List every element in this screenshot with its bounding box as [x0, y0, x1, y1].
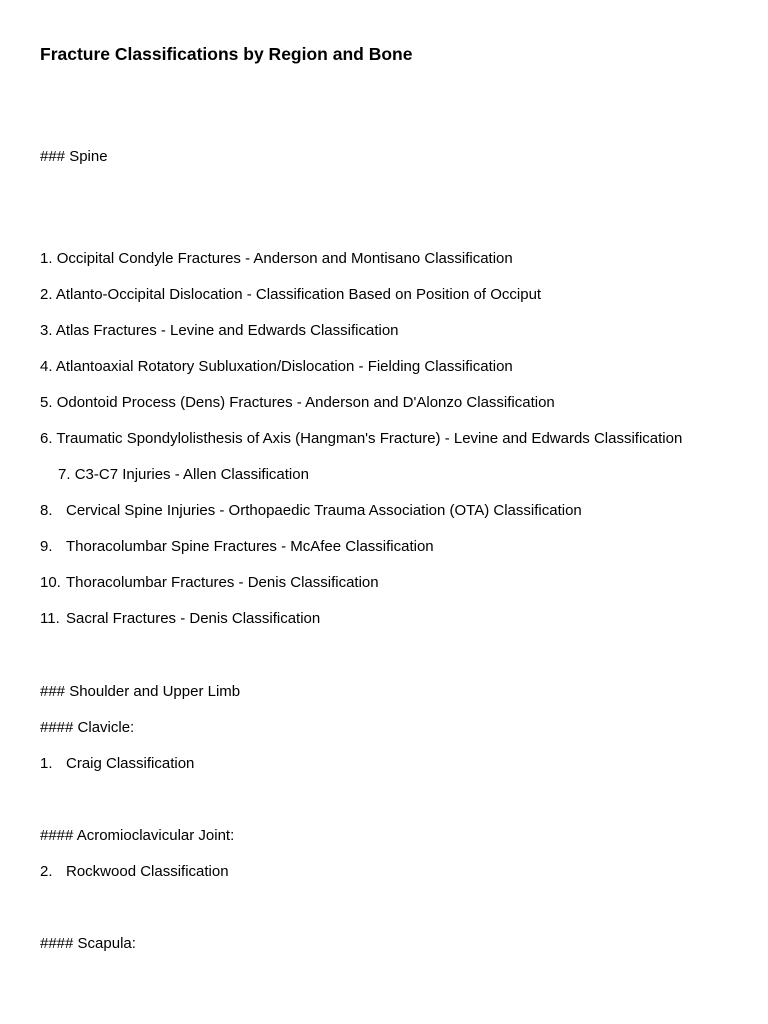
list-item-text: Atlanto-Occipital Dislocation - Classification Based on Position of Occiput — [55, 286, 542, 303]
list-item — [40, 322, 399, 340]
list-item — [40, 250, 513, 268]
document-title: Fracture Classifications by Region and Bone — [40, 44, 413, 64]
list-item — [40, 610, 320, 628]
list-item-number: 10. — [40, 574, 61, 591]
list-item-number: 8. — [40, 502, 53, 519]
list-item — [40, 286, 541, 304]
list-item-number: 1. — [40, 755, 53, 772]
list-item-text: Occipital Condyle Fractures - Anderson and Montisano Classification — [56, 250, 513, 267]
list-item — [58, 466, 309, 484]
list-item — [40, 863, 229, 881]
list-item-text: C3-C7 Injuries - Allen Classification — [74, 466, 309, 483]
ac-joint-heading: #### Acromioclavicular Joint: — [40, 827, 235, 844]
spine-heading: ### Spine — [40, 148, 108, 165]
list-item — [40, 502, 582, 520]
list-item — [40, 538, 434, 556]
list-item-number: 6. — [40, 430, 53, 447]
shoulder-heading: ### Shoulder and Upper Limb — [40, 683, 241, 700]
list-item-number: 4. — [40, 358, 53, 375]
list-item-number: 2. — [40, 286, 53, 303]
list-item-number: 9. — [40, 538, 53, 555]
list-item-text: Sacral Fractures - Denis Classification — [66, 610, 321, 627]
list-item-text: Craig Classification — [66, 755, 195, 772]
clavicle-heading: #### Clavicle: — [40, 719, 135, 736]
list-item-number: 11. — [40, 610, 60, 627]
list-item-number: 1. — [40, 250, 53, 267]
list-item-number: 5. — [40, 394, 53, 411]
list-item — [40, 394, 555, 412]
list-item-number: 7. — [58, 466, 71, 483]
list-item-text: Cervical Spine Injuries - Orthopaedic Trauma Association (OTA) Classification — [66, 502, 582, 519]
list-item-text: Traumatic Spondylolisthesis of Axis (Hangman's Fracture) - Levine and Edwards Classification — [56, 430, 683, 447]
list-item-number: 2. — [40, 863, 53, 880]
list-item — [40, 358, 513, 376]
list-item — [40, 574, 379, 592]
list-item — [40, 430, 682, 448]
list-item — [40, 755, 194, 773]
list-item-text: Thoracolumbar Spine Fractures - McAfee Classification — [66, 538, 434, 555]
list-item-number: 3. — [40, 322, 53, 339]
list-item-text: Odontoid Process (Dens) Fractures - Anderson and D'Alonzo Classification — [56, 394, 555, 411]
list-item-text: Thoracolumbar Fractures - Denis Classification — [66, 574, 379, 591]
list-item-text: Rockwood Classification — [66, 863, 229, 880]
list-item-text: Atlas Fractures - Levine and Edwards Classification — [55, 322, 399, 339]
scapula-heading: #### Scapula: — [40, 935, 136, 952]
list-item-text: Atlantoaxial Rotatory Subluxation/Dislocation - Fielding Classification — [55, 358, 513, 375]
